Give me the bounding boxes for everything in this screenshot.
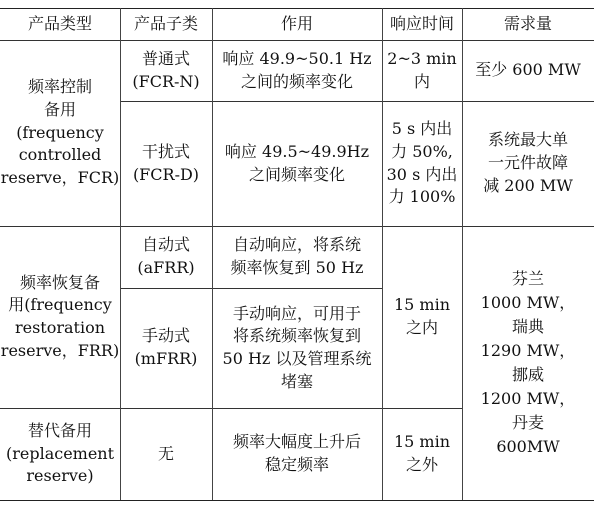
header-type — [0, 8, 120, 40]
fcr-d-demand-line: 系统最大单 — [487, 130, 568, 150]
fcr-d-function-cell — [212, 101, 382, 226]
fcr-d-subtype-line: (FCR-D) — [132, 164, 200, 184]
fcr-n-demand-cell — [462, 40, 594, 101]
fcr-n-subtype-line: 普通式 — [141, 48, 190, 68]
fcr-d-demand-line: 减 200 MW — [483, 175, 573, 195]
demand-line: 芬兰 — [511, 269, 544, 288]
mfrr-subtype-line: 手动式 — [141, 326, 190, 346]
mfrr-function-cell — [212, 288, 382, 408]
fcr-d-demand-cell — [462, 101, 594, 226]
frr-type-line: 用(frequency — [8, 295, 112, 315]
fcr-n-function-cell — [212, 40, 382, 101]
rr-response-cell — [382, 408, 462, 500]
mfrr-function-line: 堵塞 — [280, 371, 313, 391]
rr-type-line: 替代备用 — [27, 420, 92, 440]
fcr-d-subtype-line: 干扰式 — [141, 141, 190, 161]
header-demand — [462, 8, 594, 40]
demand-line: 1290 MW， — [480, 341, 576, 360]
frr-response-line: 15 min — [393, 295, 451, 315]
frr-type-line: 频率恢复备 — [19, 272, 100, 292]
afrr-subtype-line: (aFRR) — [137, 258, 195, 277]
demand-line: 挪威 — [511, 365, 544, 384]
table-bottom-rule — [0, 500, 594, 501]
fcr-d-function-line: 响应 49.5~49.9Hz — [224, 141, 370, 161]
demand-line: 1200 MW， — [480, 389, 576, 408]
fcr-type-cell — [0, 40, 120, 226]
rr-type-cell — [0, 408, 120, 500]
fcr-d-function-line: 之间频率变化 — [248, 164, 345, 184]
demand-line: 1000 MW， — [480, 293, 576, 312]
frr-rr-demand-cell — [462, 226, 594, 500]
afrr-subtype-line: 自动式 — [141, 235, 190, 255]
fcr-n-subtype-line: (FCR-N) — [132, 71, 200, 91]
frr-response-line: 之内 — [405, 318, 438, 337]
fcr-n-subtype-cell — [120, 40, 212, 101]
header-function-text: 作用 — [280, 13, 313, 33]
fcr-type-line: 频率控制 — [27, 77, 92, 97]
frr-type-cell — [0, 226, 120, 408]
header-subtype-text: 产品子类 — [133, 13, 198, 33]
fcr-d-subtype-cell — [120, 101, 212, 226]
header-response-time-text: 响应时间 — [389, 13, 454, 33]
header-function — [212, 8, 382, 40]
demand-line: 瑞典 — [511, 317, 544, 336]
rr-type-line: reserve) — [26, 466, 94, 486]
frr-type-line: restoration — [14, 318, 106, 337]
header-type-text: 产品类型 — [27, 13, 92, 33]
rr-subtype-cell — [120, 408, 212, 500]
rr-response-line: 15 min — [393, 432, 451, 452]
header-response-time — [382, 8, 462, 40]
afrr-function-cell — [212, 226, 382, 288]
fcr-d-response-line: 30 s 内出 — [386, 164, 458, 184]
mfrr-function-line: 50 Hz 以及管理系统 — [222, 349, 372, 368]
header-demand-text: 需求量 — [503, 13, 552, 33]
mfrr-function-line: 将系统频率恢复到 — [232, 326, 361, 346]
fcr-n-response-line: 内 — [413, 71, 430, 91]
frr-type-line: reserve，FRR) — [0, 340, 120, 360]
rr-subtype-line: 无 — [157, 443, 174, 463]
rr-function-line: 频率大幅度上升后 — [232, 432, 361, 452]
fcr-d-response-line: 力 50%, — [391, 141, 453, 161]
fcr-n-demand-line: 至少 600 MW — [475, 60, 581, 80]
demand-line: 丹麦 — [511, 413, 544, 432]
mfrr-subtype-line: (mFRR) — [134, 349, 198, 368]
demand-line: 600MW — [496, 437, 560, 456]
mfrr-subtype-cell — [120, 288, 212, 408]
fcr-d-response-line: 5 s 内出 — [391, 119, 453, 139]
fcr-n-response-line: 2~3 min — [387, 48, 457, 68]
rr-response-line: 之外 — [405, 455, 438, 474]
fcr-n-function-line: 响应 49.9~50.1 Hz — [222, 48, 372, 68]
fcr-d-demand-line: 一元件故障 — [487, 153, 568, 173]
mfrr-function-line: 手动响应，可用于 — [232, 303, 361, 323]
fcr-type-line: controlled — [18, 145, 102, 165]
fcr-n-function-line: 之间的频率变化 — [240, 71, 353, 91]
afrr-function-line: 频率恢复到 50 Hz — [230, 258, 364, 277]
frr-response-cell — [382, 226, 462, 408]
fcr-d-response-line: 力 100% — [388, 187, 456, 207]
fcr-type-line: (frequency — [16, 122, 104, 142]
afrr-function-line: 自动响应，将系统 — [232, 235, 361, 255]
fcr-type-line: reserve，FCR) — [0, 168, 120, 188]
header-subtype — [120, 8, 212, 40]
fcr-n-response-cell — [382, 40, 462, 101]
rr-function-line: 稳定频率 — [264, 455, 329, 474]
rr-type-line: (replacement — [5, 443, 115, 463]
rr-function-cell — [212, 408, 382, 500]
afrr-subtype-cell — [120, 226, 212, 288]
fcr-type-line: 备用 — [43, 99, 76, 119]
fcr-d-response-cell — [382, 101, 462, 226]
